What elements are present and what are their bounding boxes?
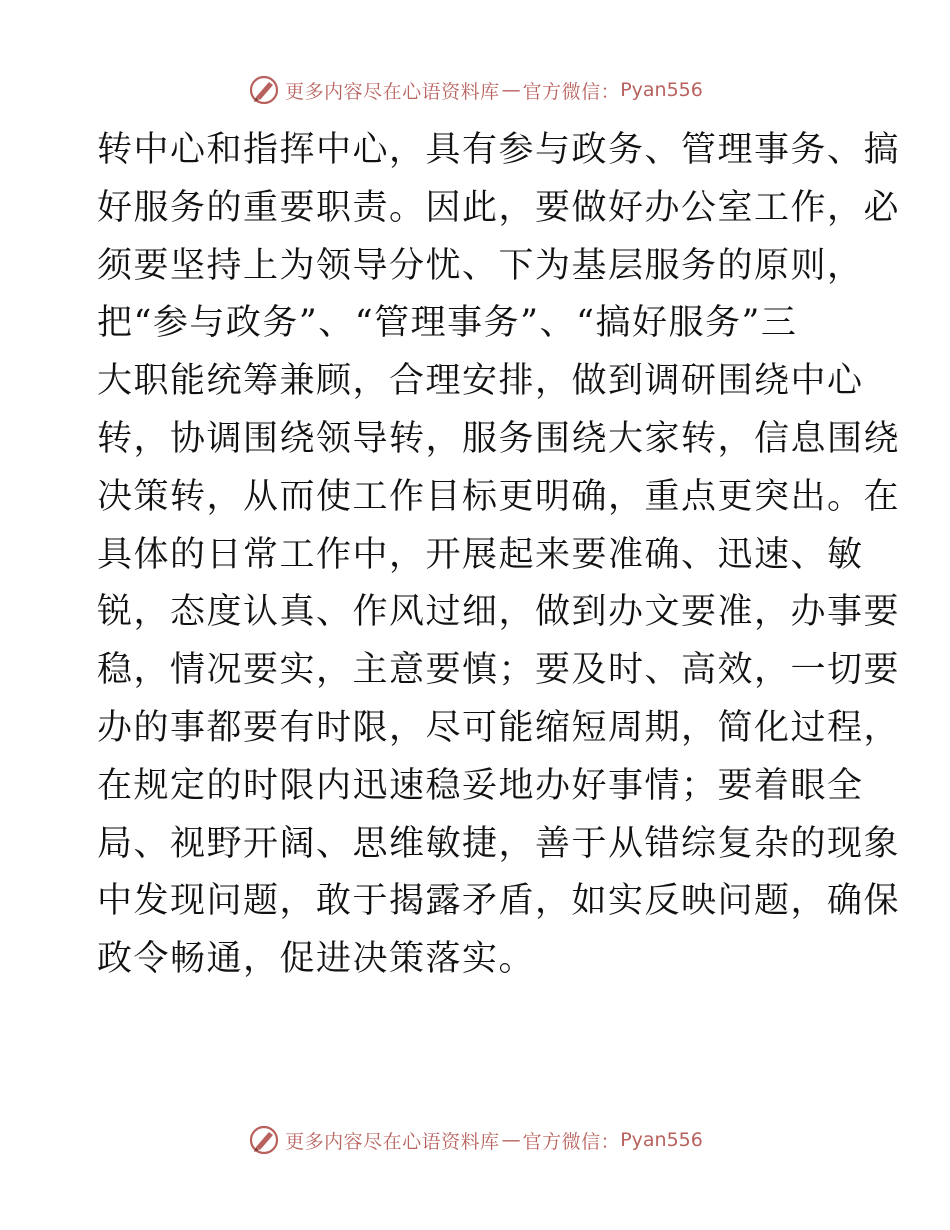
text-line: 局、视野开阔、思维敏捷，善于从错综复杂的现象 [97, 823, 901, 864]
text-line: 在规定的时限内迅速稳妥地办好事情；要着眼全 [97, 765, 864, 806]
text-line: 转，协调围绕领导转，服务围绕大家转，信息围绕 [97, 418, 901, 459]
watermark-id: Pyan556 [620, 1129, 703, 1151]
watermark-separator: — [501, 1129, 521, 1151]
text-line: 政令畅通，促进决策落实。 [97, 939, 536, 980]
pen-logo-icon [247, 1123, 281, 1157]
text-line: 办的事都要有时限，尽可能缩短周期，简化过程， [97, 707, 901, 748]
text-line: 锐，态度认真、作风过细，做到办文要准，办事要 [97, 592, 901, 633]
footer-watermark [0, 1120, 950, 1160]
document-body [97, 122, 901, 989]
text-line: 稳，情况要实，主意要慎；要及时、高效，一切要 [97, 650, 901, 691]
pen-logo-icon [247, 73, 281, 107]
text-line: 决策转，从而使工作目标更明确，重点更突出。在 [97, 476, 901, 517]
watermark-id: Pyan556 [620, 79, 703, 101]
text-line: 转中心和指挥中心，具有参与政务、管理事务、搞 [97, 130, 901, 170]
watermark-text: 更多内容尽在心语资料库 [285, 80, 500, 103]
watermark-separator: — [501, 79, 521, 101]
text-line: 须要坚持上为领导分忧、下为基层服务的原则， [97, 245, 864, 286]
watermark-text: 更多内容尽在心语资料库 [285, 1130, 500, 1153]
header-watermark [0, 70, 950, 110]
text-line: 大职能统筹兼顾，合理安排，做到调研围绕中心 [97, 361, 864, 402]
text-line: 中发现问题，敢于揭露矛盾，如实反映问题，确保 [97, 881, 901, 922]
watermark-label: 官方微信： [522, 80, 621, 103]
watermark-label: 官方微信： [522, 1130, 621, 1153]
text-line: 把“参与政务”、“管理事务”、“搞好服务”三 [97, 303, 798, 344]
text-line: 具体的日常工作中，开展起来要准确、迅速、敏 [97, 534, 864, 575]
text-line: 好服务的重要职责。因此，要做好办公室工作，必 [97, 187, 901, 228]
